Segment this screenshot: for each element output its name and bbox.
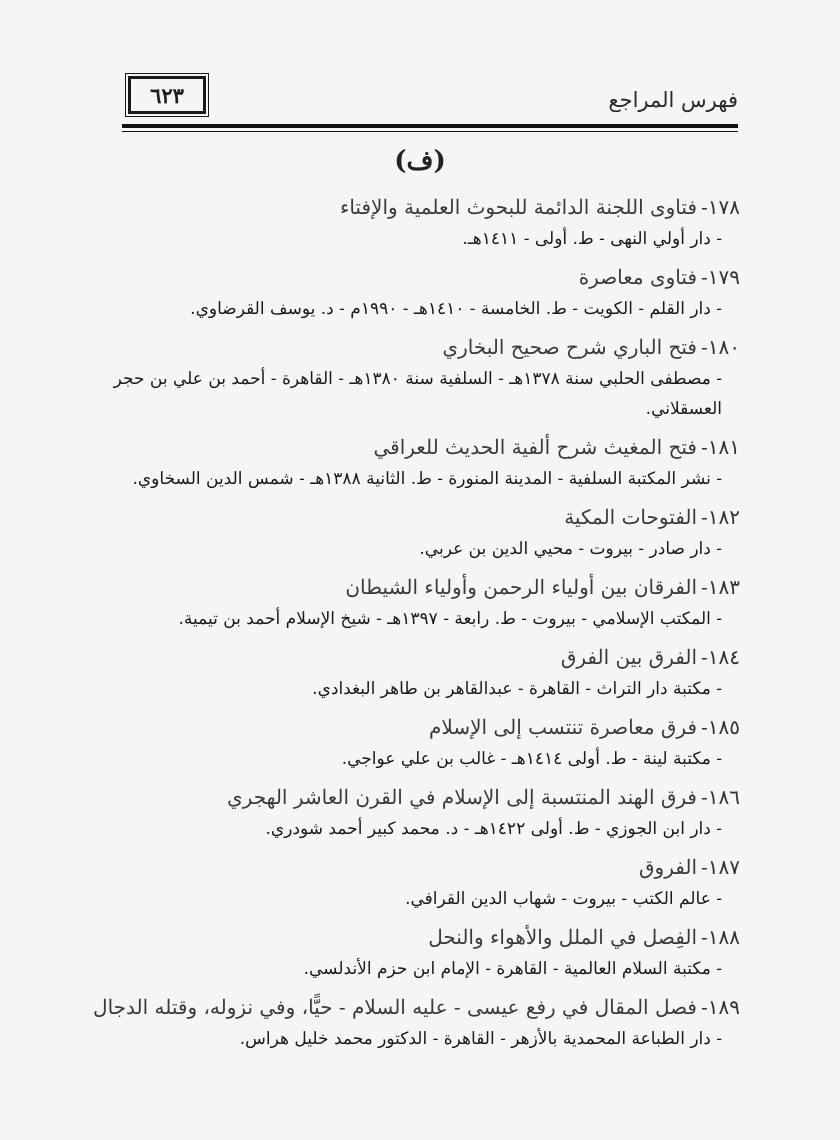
- entry-detail: - نشر المكتبة السلفية - المدينة المنورة - ط. الثانية ١٣٨٨هـ - شمس الدين السخاوي.: [132, 469, 722, 489]
- list-item: [100, 850, 740, 914]
- list-item: [100, 570, 740, 634]
- page-number: ٦٢٣: [150, 82, 184, 108]
- entry-detail: - دار الطباعة المحمدية بالأزهر - القاهرة - الدكتور محمد خليل هراس.: [239, 1029, 722, 1049]
- entry-detail: - مكتبة دار التراث - القاهرة - عبدالقاهر بن طاهر البغدادي.: [312, 679, 722, 699]
- list-item: [100, 710, 740, 774]
- entry-title-text: فصل المقال في رفع عيسى - عليه السلام - حيًّا، وفي نزوله، وقتله الدجال: [93, 995, 697, 1019]
- entry-title: [100, 920, 740, 954]
- entry-detail: - دار صادر - بيروت - محيي الدين بن عربي.: [419, 539, 722, 559]
- header-rule-thick: [122, 124, 738, 128]
- list-item: [100, 640, 740, 704]
- entry-title: [93, 990, 740, 1024]
- entry-title: [100, 500, 740, 534]
- list-item: [100, 190, 740, 254]
- entry-title: [100, 330, 740, 364]
- entry-title: [100, 780, 740, 814]
- entry-title-text: فرق معاصرة تنتسب إلى الإسلام: [429, 715, 697, 739]
- entry-title: [100, 430, 740, 464]
- entry-title: [100, 640, 740, 674]
- entry-detail: - دار القلم - الكويت - ط. الخامسة - ١٤١٠هـ - ١٩٩٠م - د. يوسف القرضاوي.: [190, 299, 722, 319]
- entry-title-text: فتاوى معاصرة: [578, 265, 697, 289]
- entry-title: [100, 850, 740, 884]
- entry-title: [100, 570, 740, 604]
- entry-number: ١٨٠-: [701, 335, 740, 359]
- header-rule-thin: [122, 131, 738, 132]
- entry-title: [100, 190, 740, 224]
- entry-number: ١٨٢-: [701, 505, 740, 529]
- entry-number: ١٧٩-: [701, 265, 740, 289]
- entry-title: [100, 710, 740, 744]
- entry-title-text: الفرق بين الفرق: [560, 645, 697, 669]
- entry-title: [100, 260, 740, 294]
- entry-number: ١٨٩-: [701, 995, 740, 1019]
- entry-title-text: فتح الباري شرح صحيح البخاري: [442, 335, 697, 359]
- running-title: فهرس المراجع: [608, 88, 738, 112]
- entry-title-text: الفرقان بين أولياء الرحمن وأولياء الشيطان: [345, 575, 697, 599]
- entry-number: ١٨٧-: [701, 855, 740, 879]
- entry-number: ١٨٣-: [701, 575, 740, 599]
- entry-detail: - مصطفى الحلبي سنة ١٣٧٨هـ - السلفية سنة ١٣٨٠هـ - القاهرة - أحمد بن علي بن حجر العسقلاني.: [113, 369, 722, 419]
- reference-list: [93, 190, 740, 1060]
- entry-detail: - دار أولي النهى - ط. أولى - ١٤١١هـ.: [462, 229, 722, 249]
- entry-detail: - مكتبة لينة - ط. أولى ١٤١٤هـ - غالب بن علي عواجي.: [341, 749, 722, 769]
- entry-number: ١٨٤-: [701, 645, 740, 669]
- entry-title-text: الفِصل في الملل والأهواء والنحل: [428, 925, 697, 949]
- entry-detail: - مكتبة السلام العالمية - القاهرة - الإمام ابن حزم الأندلسي.: [303, 959, 722, 979]
- entry-title-text: فتح المغيث شرح ألفية الحديث للعراقي: [373, 435, 697, 459]
- entry-detail: - دار ابن الجوزي - ط. أولى ١٤٢٢هـ - د. محمد كبير أحمد شودري.: [265, 819, 722, 839]
- entry-number: ١٨١-: [701, 435, 740, 459]
- entry-number: ١٨٦-: [701, 785, 740, 809]
- page-number-box: [128, 76, 206, 114]
- entry-detail: - عالم الكتب - بيروت - شهاب الدين القرافي.: [405, 889, 722, 909]
- entry-detail: - المكتب الإسلامي - بيروت - ط. رابعة - ١٣٩٧هـ - شيخ الإسلام أحمد بن تيمية.: [178, 609, 722, 629]
- entry-title-text: الفتوحات المكية: [564, 505, 697, 529]
- entry-number: ١٨٨-: [701, 925, 740, 949]
- entry-title-text: فرق الهند المنتسبة إلى الإسلام في القرن العاشر الهجري: [227, 785, 697, 809]
- entry-number: ١٧٨-: [701, 195, 740, 219]
- list-item: [100, 430, 740, 494]
- page-header: [118, 76, 738, 126]
- entry-title-text: فتاوى اللجنة الدائمة للبحوث العلمية والإفتاء: [339, 195, 697, 219]
- list-item: [100, 500, 740, 564]
- list-item: [100, 920, 740, 984]
- entry-title-text: الفروق: [639, 855, 697, 879]
- list-item: [100, 330, 740, 424]
- entry-number: ١٨٥-: [701, 715, 740, 739]
- section-letter: (ف): [394, 146, 446, 176]
- list-item: [100, 260, 740, 324]
- list-item: [100, 780, 740, 844]
- list-item: [93, 990, 740, 1054]
